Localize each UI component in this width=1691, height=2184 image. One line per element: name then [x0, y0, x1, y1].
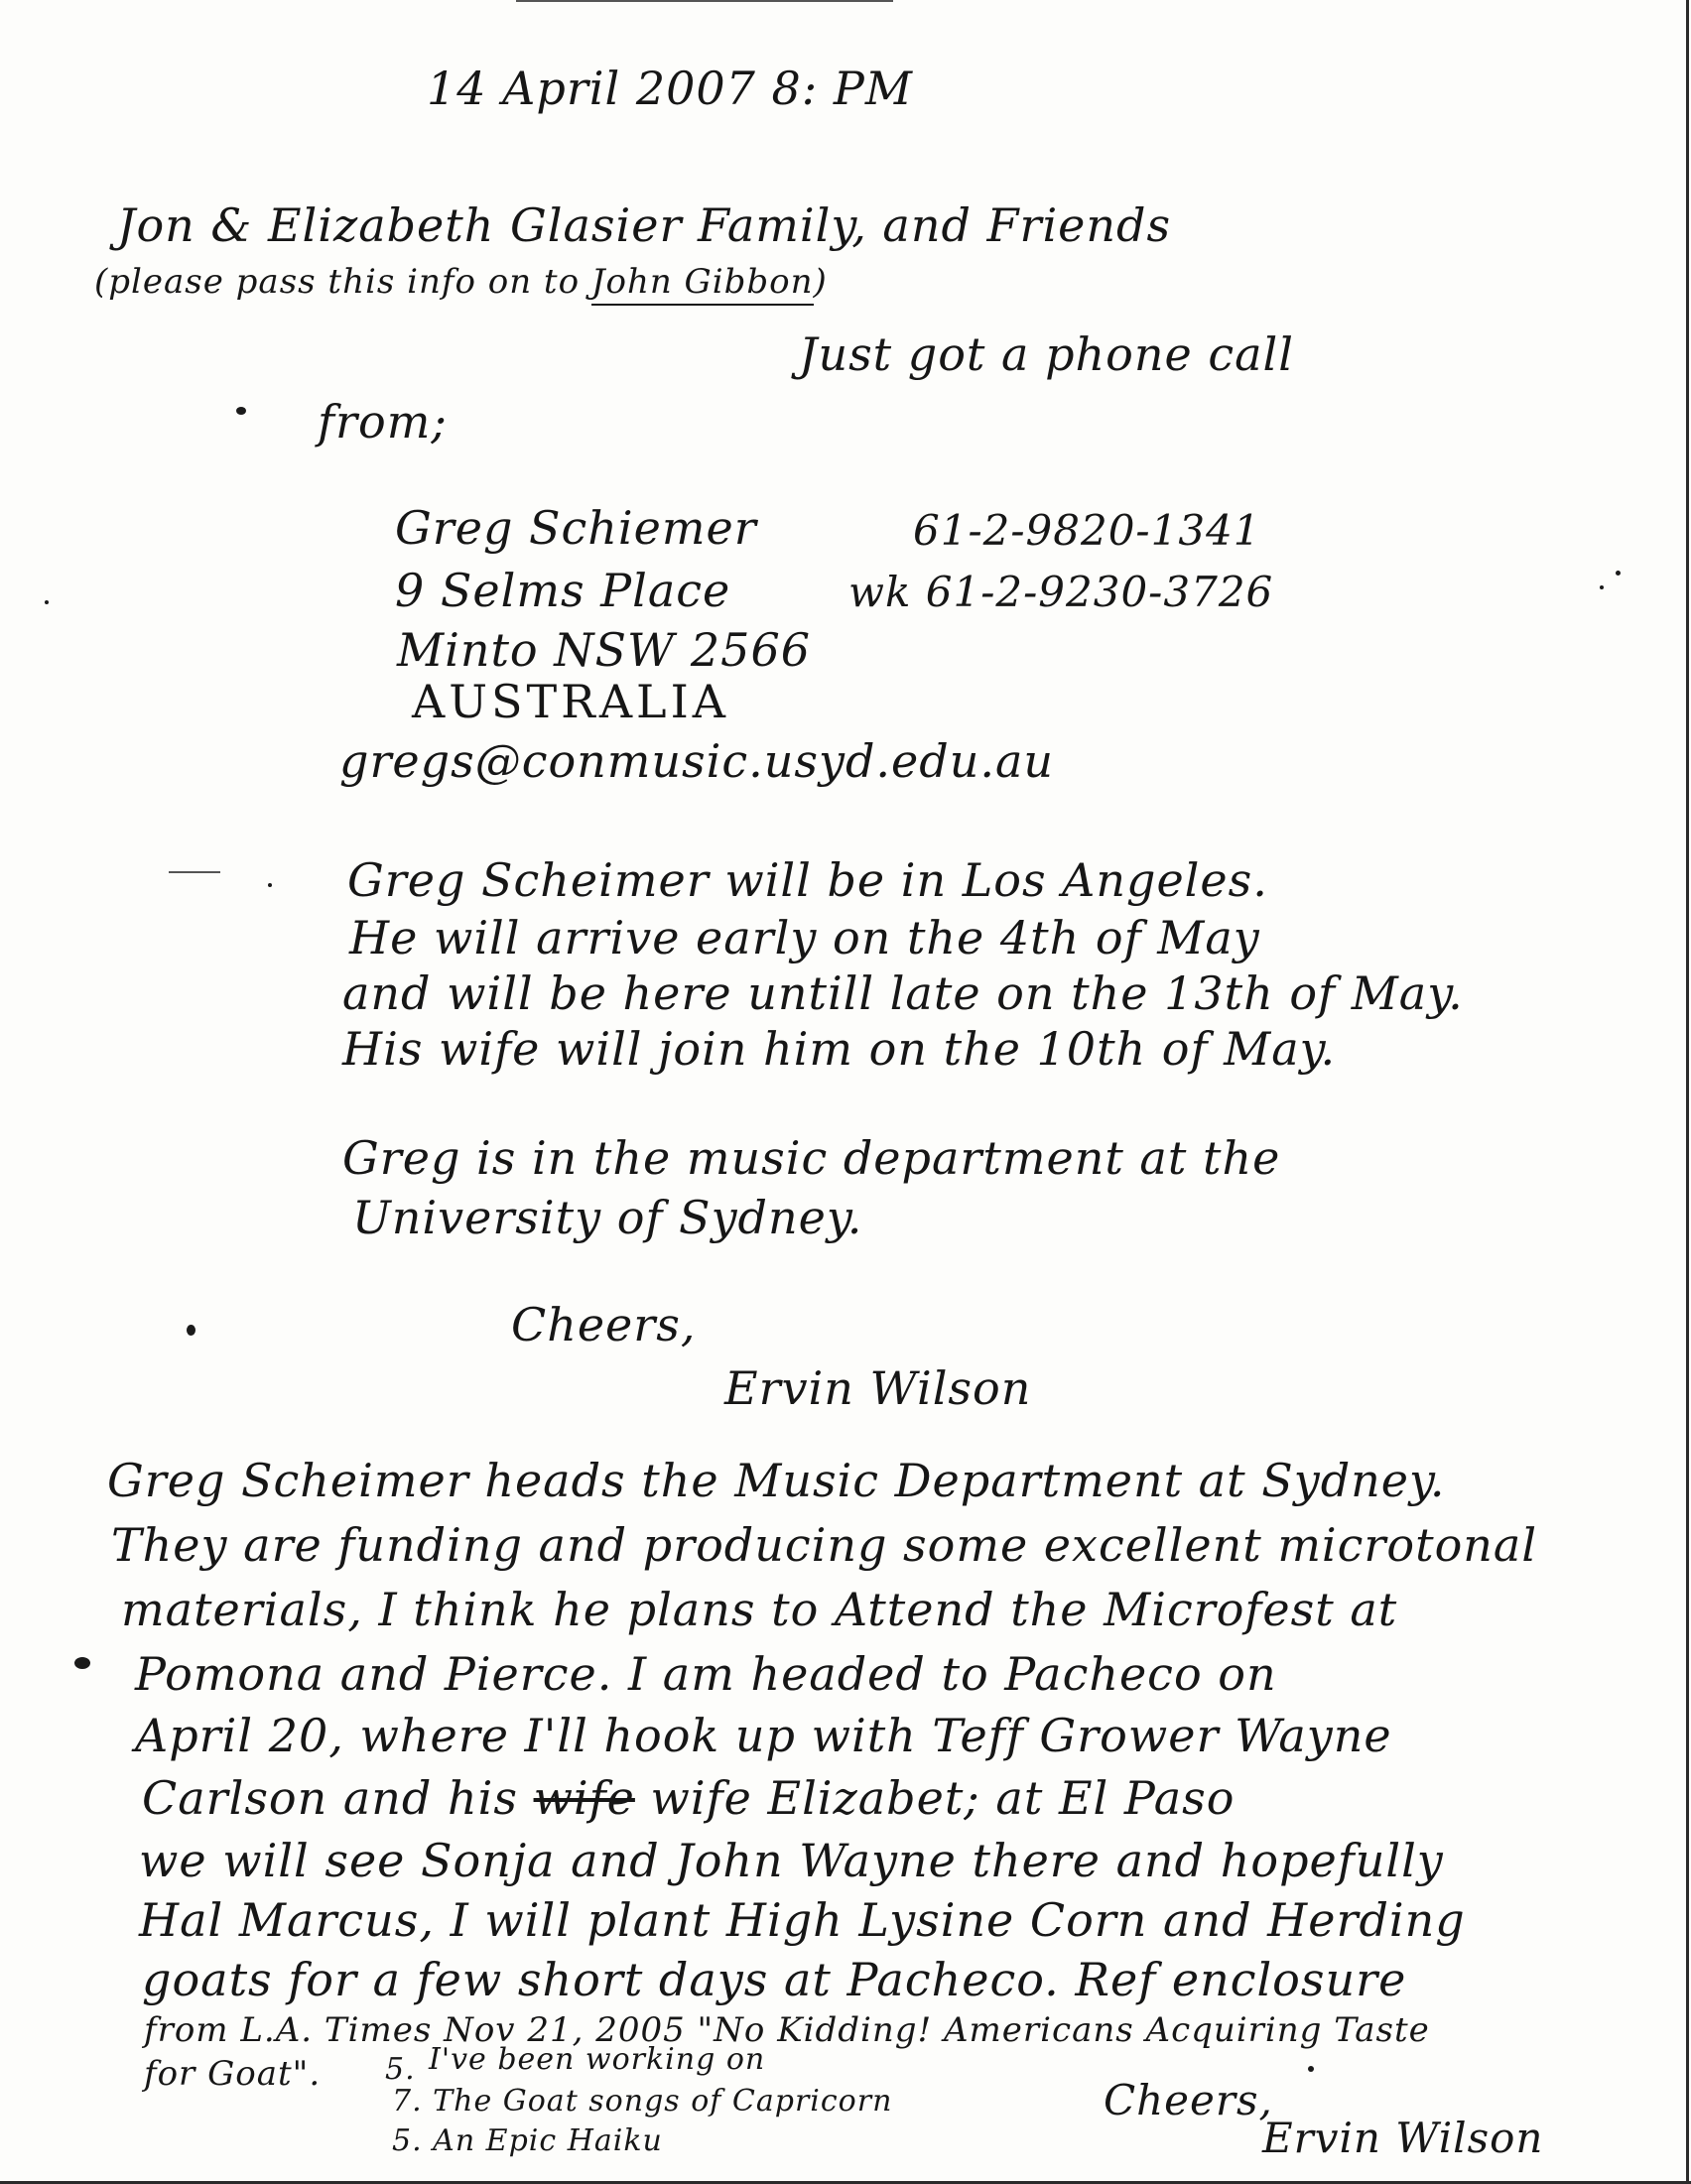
contact-email: gregs@conmusic.usyd.edu.au: [339, 734, 1054, 788]
ink-speck: [74, 1657, 90, 1669]
body-line-6: University of Sydney.: [352, 1191, 863, 1244]
ink-speck: [1308, 2066, 1314, 2072]
working-on-line: I've been working on: [429, 2042, 766, 2077]
body-line-3: and will be here untill late on the 13th of May.: [342, 966, 1464, 1020]
page-edge-top: [516, 0, 893, 2]
ps-closing: Cheers,: [1104, 2076, 1273, 2124]
list-item-2: 7. The Goat songs of Capricorn: [392, 2084, 893, 2119]
note-close: ): [813, 262, 828, 302]
signature: Ervin Wilson: [724, 1361, 1032, 1415]
ink-speck: [1616, 571, 1621, 576]
ps-line-10: from L.A. Times Nov 21, 2005 "No Kidding! Americans Acquiring Taste: [144, 2010, 1430, 2050]
from-line: from;: [318, 395, 448, 449]
contact-street: 9 Selms Place: [395, 564, 731, 617]
scan-mark: [169, 871, 220, 873]
body-line-1: Greg Scheimer will be in Los Angeles.: [347, 853, 1268, 907]
ps-line-6-end: wife Elizabet; at El Paso: [634, 1771, 1236, 1825]
salutation-line: Jon & Elizabeth Glasier Family, and Friends: [117, 198, 1172, 252]
ps-line-6-start: Carlson and his: [142, 1771, 534, 1825]
ink-speck: [187, 1325, 195, 1336]
note-open: (please pass this info on to: [94, 262, 591, 302]
body-line-5: Greg is in the music department at the: [342, 1131, 1281, 1185]
ink-speck: [45, 600, 49, 604]
ps-line-4: Pomona and Pierce. I am headed to Pacheco on: [135, 1647, 1277, 1701]
ink-speck: [268, 883, 272, 887]
ps-signature: Ervin Wilson: [1262, 2114, 1544, 2162]
ps-line-8: Hal Marcus, I will plant High Lysine Corn and Herding: [139, 1893, 1466, 1947]
ps-line-1: Greg Scheimer heads the Music Department at Sydney.: [107, 1454, 1446, 1507]
letter-date: 14 April 2007 8: PM: [427, 62, 913, 115]
page-edge-right: [1686, 0, 1689, 2184]
ps-line-7: we will see Sonja and John Wayne there and hopefully: [139, 1834, 1444, 1887]
ps-line-9: goats for a few short days at Pacheco. Ref enclosure: [142, 1953, 1407, 2006]
salutation-note: [94, 262, 828, 302]
ps-line-11: for Goat".: [144, 2054, 322, 2094]
note-name: John Gibbon: [591, 262, 814, 306]
contact-name: Greg Schiemer: [395, 501, 757, 555]
struck-word: wife: [533, 1771, 635, 1825]
closing-text: Cheers,: [511, 1298, 697, 1351]
list-item-3: 5. An Epic Haiku: [392, 2123, 663, 2158]
body-line-2: He will arrive early on the 4th of May: [349, 911, 1260, 964]
list-item-1-number: 5.: [385, 2052, 416, 2087]
contact-city: Minto NSW 2566: [397, 623, 811, 677]
contact-phone: 61-2-9820-1341: [913, 506, 1261, 555]
contact-country: AUSTRALIA: [412, 675, 729, 728]
phone-call-line: Just got a phone call: [799, 327, 1294, 381]
ps-line-5: April 20, where I'll hook up with Teff Grower Wayne: [135, 1709, 1392, 1762]
ink-speck: [236, 407, 246, 415]
ink-speck: [1600, 585, 1604, 589]
ps-line-2: They are funding and producing some excellent microtonal: [111, 1518, 1538, 1572]
contact-work-phone: wk 61-2-9230-3726: [848, 568, 1274, 616]
ps-line-3: materials, I think he plans to Attend the Microfest at: [121, 1583, 1398, 1636]
body-line-4: His wife will join him on the 10th of May.: [342, 1022, 1337, 1076]
ps-line-6: [142, 1771, 1235, 1825]
